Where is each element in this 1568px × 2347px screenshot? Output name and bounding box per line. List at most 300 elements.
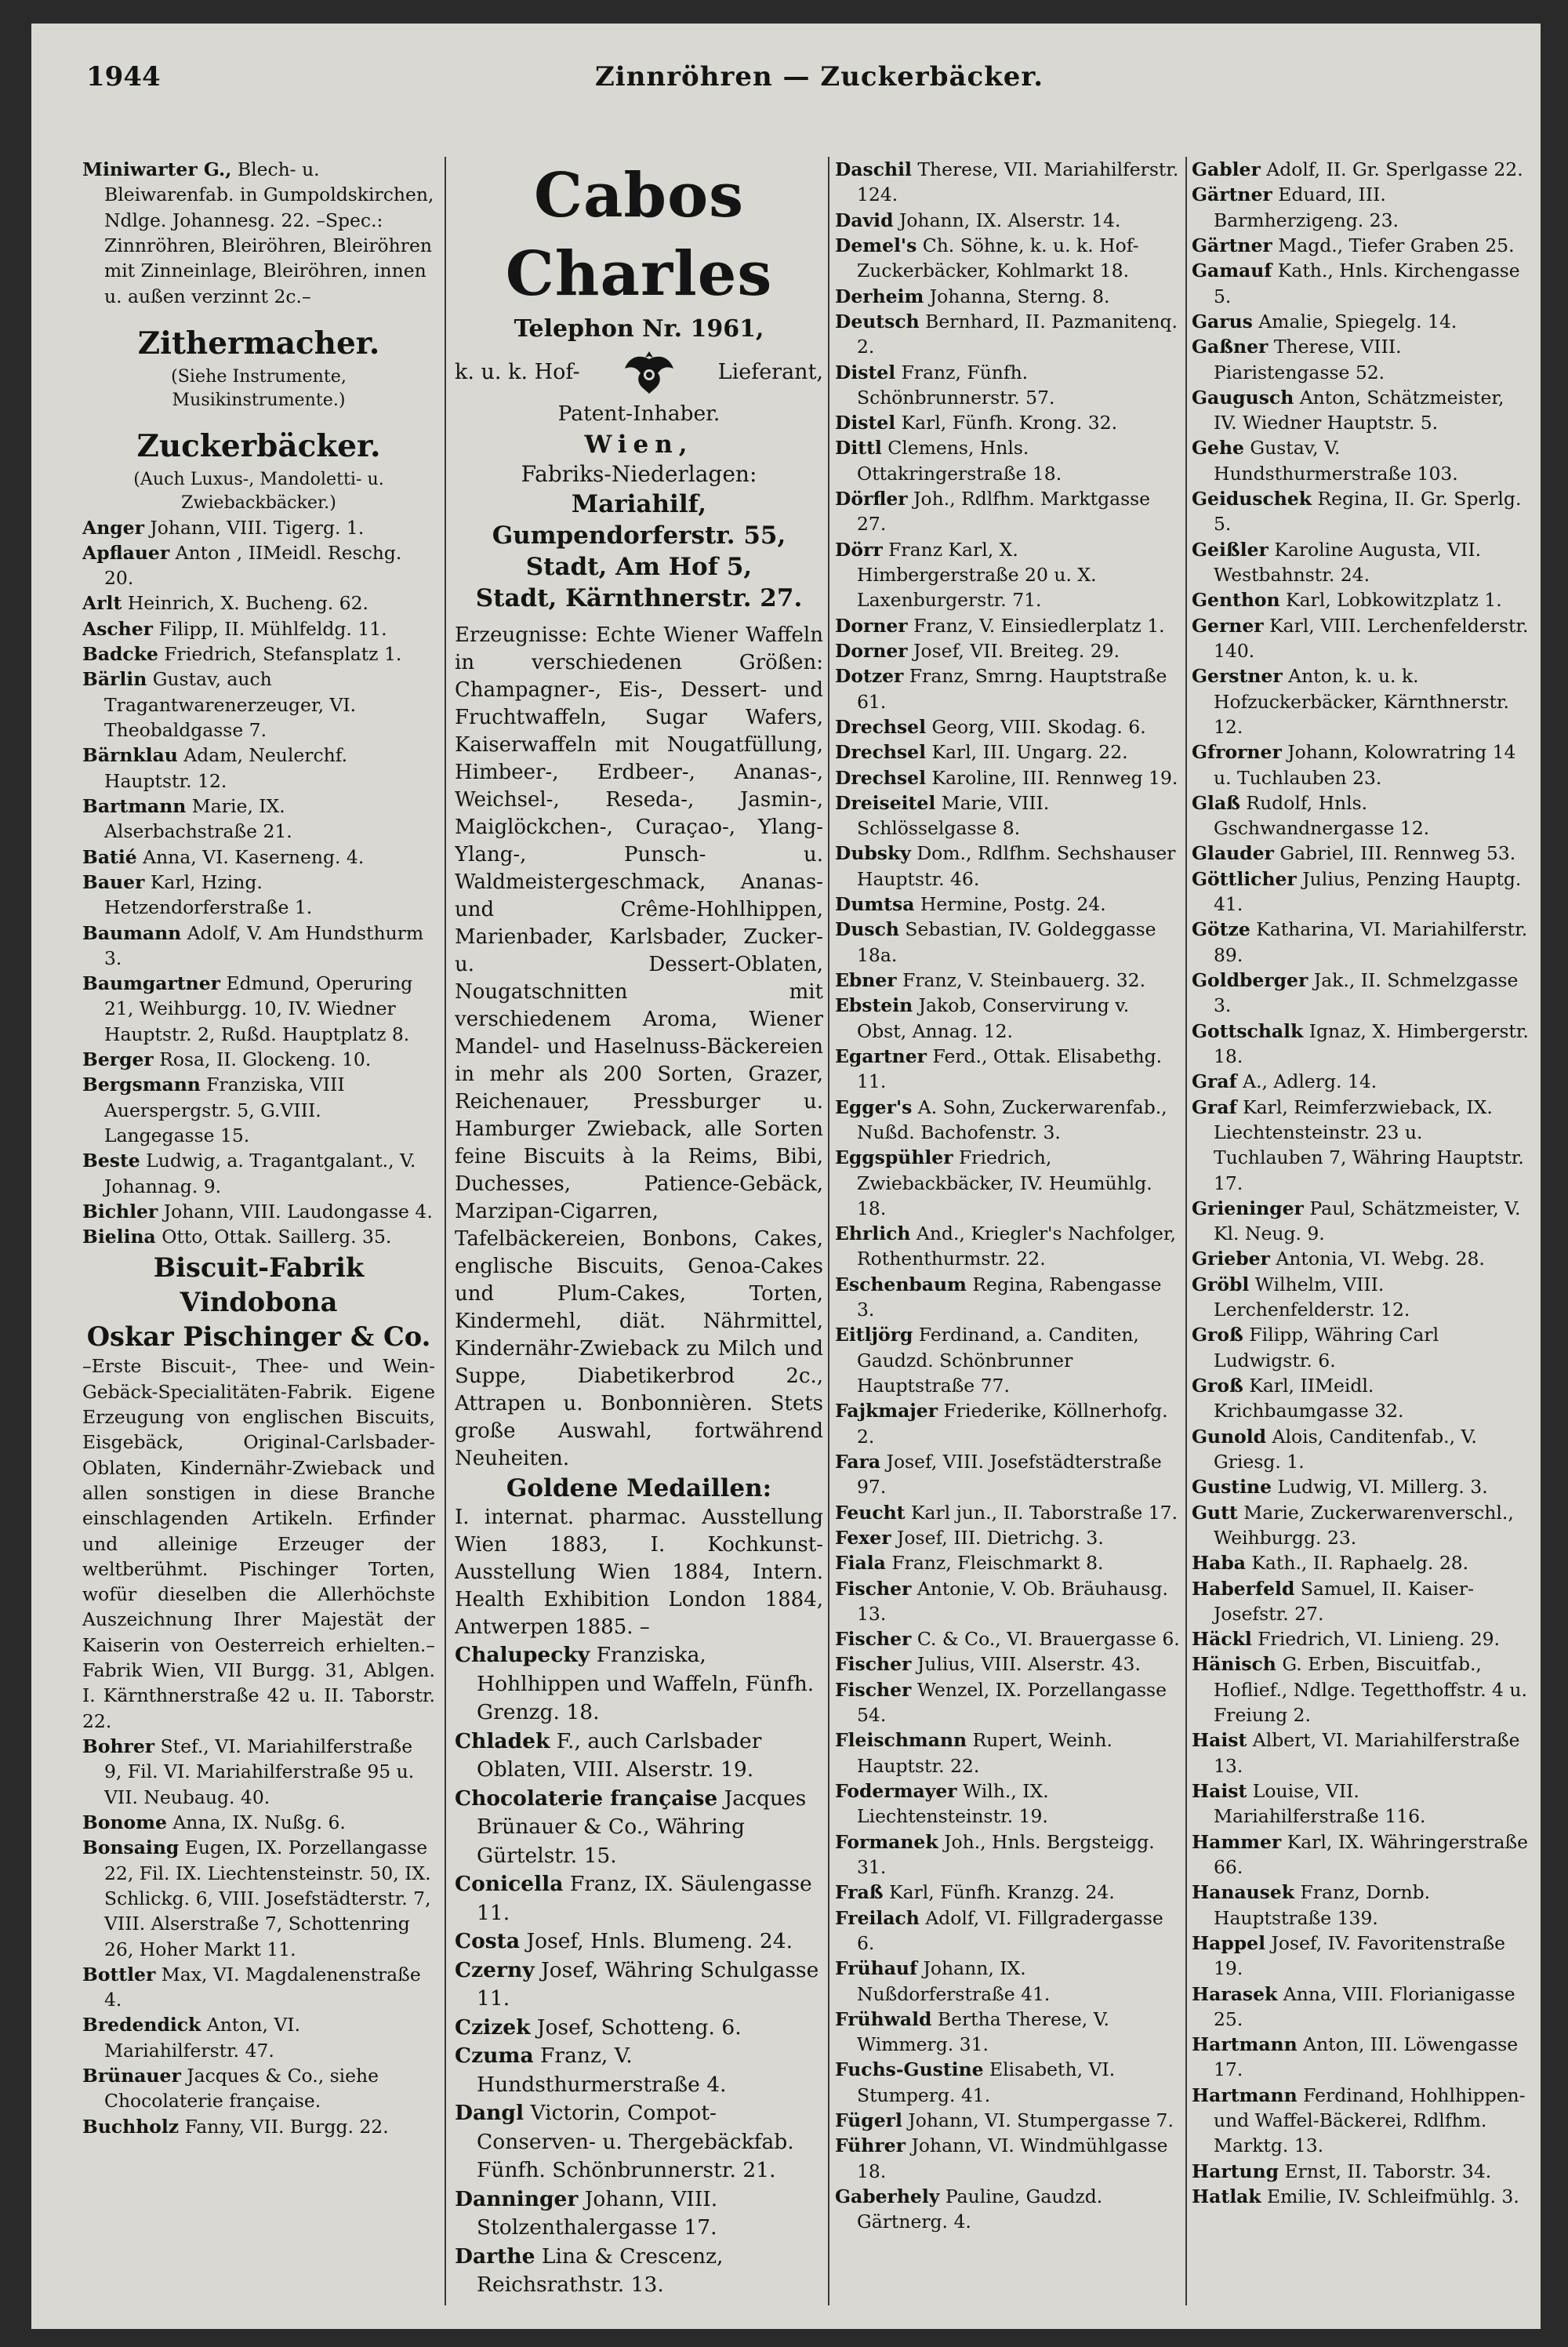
entry-text: Fanny, VII. Burgg. 22. — [179, 2115, 389, 2138]
entry-text: Therese, VIII. Piaristengasse 52. — [1214, 336, 1402, 383]
directory-entry — [1192, 1550, 1529, 1575]
directory-entry — [82, 1072, 435, 1148]
entry-name: Glaß — [1192, 791, 1240, 814]
directory-entry — [1192, 1196, 1529, 1247]
entry-text: Elisabeth, VI. Stumperg. 41. — [857, 2058, 1116, 2106]
entry-name: Goldberger — [1192, 969, 1308, 991]
entry-name: Haba — [1192, 1552, 1246, 1575]
entry-name: Baumann — [82, 921, 182, 944]
entry-text: Franz, Fünfh. Schönbrunnerstr. 57. — [857, 361, 1055, 409]
entry-name: Gärtner — [1192, 234, 1272, 256]
entry-name: Haberfeld — [1192, 1577, 1295, 1600]
directory-entry — [835, 2133, 1180, 2184]
entry-text: Jakob, Conservirung v. Obst, Annag. 12. — [857, 994, 1130, 1042]
directory-entry — [1192, 739, 1529, 790]
directory-entry — [455, 2099, 823, 2185]
column-rule — [828, 157, 829, 2305]
entry-name: Gottschalk — [1192, 1019, 1304, 1042]
directory-entry — [835, 2108, 1180, 2133]
entry-list — [455, 1641, 823, 2300]
directory-entry — [455, 1641, 823, 1728]
entry-name: Hartmann — [1192, 2084, 1298, 2106]
entry-text: Karoline Augusta, VII. Westbahnstr. 24. — [1214, 538, 1482, 586]
directory-entry — [1192, 1424, 1529, 1475]
ad-medals: I. internat. pharmac. Ausstellung Wien 1883, I. Kochkunst-Ausstellung Wien 1884, Intern. Health Exhibition London 1884, Antwerpen 1885. – — [455, 1506, 823, 1639]
entry-name: Fügerl — [835, 2109, 902, 2132]
entry-name: Bottler — [82, 1963, 156, 1986]
directory-page — [31, 24, 1541, 2329]
entry-text: Kath., Hnls. Kirchengasse 5. — [1214, 260, 1520, 307]
entry-text: Otto, Ottak. Saillerg. 35. — [155, 1226, 392, 1248]
entry-text: Franz, V. Einsiedlerplatz 1. — [907, 614, 1165, 637]
entry-name: Costa — [455, 1929, 521, 1953]
directory-entry — [455, 2042, 823, 2099]
entry-name: Dusch — [835, 918, 899, 941]
entry-text: Samuel, II. Kaiser-Josefstr. 27. — [1214, 1577, 1474, 1625]
entry-name: Czuma — [455, 2044, 534, 2068]
entry-text: Friederike, Köllnerhofg. 2. — [857, 1400, 1168, 1448]
directory-entry — [1192, 1651, 1529, 1728]
entry-name: Gärtner — [1192, 183, 1272, 206]
directory-entry — [82, 2012, 435, 2063]
entry-text: Julius, Penzing Hauptg. 41. — [1214, 867, 1522, 916]
directory-entry — [1192, 1272, 1529, 1323]
directory-entry — [82, 794, 435, 845]
directory-entry — [1192, 258, 1529, 309]
directory-entry — [1192, 1982, 1529, 2033]
section-title-zithermacher: Zithermacher. — [137, 325, 380, 361]
entry-text: Karl, IIMeidl. Krichbaumgasse 32. — [1214, 1375, 1404, 1422]
entry-name: Buchholz — [82, 2115, 180, 2138]
entry-name: Gabler — [1192, 158, 1261, 180]
directory-entry — [1192, 486, 1529, 537]
directory-entry — [835, 309, 1180, 360]
entry-name: Egger's — [835, 1095, 913, 1118]
entry-name: Eggspühler — [835, 1146, 953, 1169]
entry-text: Franz, V. Steinbauerg. 32. — [896, 969, 1146, 991]
entry-text: Bernhard, II. Pazmanitenq. 2. — [857, 310, 1178, 358]
entry-name: Grieninger — [1192, 1197, 1304, 1219]
lead-entry — [82, 157, 435, 309]
entry-name: Dorner — [835, 639, 908, 662]
directory-entry — [835, 2057, 1180, 2108]
entry-text: Regina, Rabengasse 3. — [857, 1273, 1162, 1321]
entry-name: Gustine — [1192, 1476, 1272, 1499]
entry-text: Karl, Hzing. Hetzendorferstraße 1. — [104, 870, 313, 919]
entry-name: Gerstner — [1192, 665, 1283, 688]
entry-name: Distel — [835, 412, 896, 434]
entry-name: Anger — [82, 516, 144, 539]
entry-text: Franz, V. Hundsthurmerstraße 4. — [477, 2044, 727, 2097]
entry-text: Josef, Währing Schulgasse 11. — [477, 1957, 819, 2011]
directory-entry — [835, 284, 1180, 309]
entry-text: And., Kriegler's Nachfolger, Rothenthurmstr. 22. — [857, 1223, 1176, 1270]
directory-entry — [835, 410, 1180, 435]
ad-depot: Stadt, Am Hof 5, — [525, 553, 753, 581]
entry-text: Anna, VI. Kaserneng. 4. — [136, 845, 365, 868]
directory-entry — [82, 1224, 435, 1249]
entry-name: Formanek — [835, 1830, 938, 1853]
directory-entry — [835, 157, 1180, 208]
directory-entry — [835, 1449, 1180, 1500]
entry-text: Ernst, II. Taborstr. 34. — [1279, 2160, 1492, 2182]
entry-text: C. & Co., VI. Brauergasse 6. — [911, 1628, 1180, 1651]
entry-text: Stef., VI. Mariahilferstraße 9, Fil. VI. Mariahilferstraße 95 u. VII. Neubaug. 40. — [104, 1735, 415, 1808]
entry-text: Eduard, III. Barmherzigeng. 23. — [1214, 183, 1399, 231]
directory-entry — [1192, 663, 1529, 739]
entry-text: Wilh., IX. Liechtensteinstr. 19. — [857, 1780, 1049, 1828]
entry-text: Franz, IX. Säulengasse 11. — [477, 1872, 812, 1925]
directory-entry — [82, 1199, 435, 1224]
entry-name: Fuchs-Gustine — [835, 2058, 984, 2081]
entry-text: Franziska, VIII Auerspergstr. 5, G.VIII. Langegasse 15. — [104, 1074, 345, 1146]
directory-entry — [835, 2184, 1180, 2235]
entry-name: Frühwald — [835, 2007, 932, 2030]
entry-text: Johann, VIII. Laudongasse 4. — [158, 1200, 433, 1223]
directory-entry — [835, 1095, 1180, 1146]
entry-name: Ehrlich — [835, 1223, 911, 1245]
entry-name: Daschil — [835, 158, 912, 180]
directory-entry — [82, 540, 435, 591]
ad-supplier-right: Lieferant, — [717, 360, 823, 384]
entry-text: Eugen, IX. Porzellangasse 22, Fil. IX. Liechtensteinstr. 50, IX. Schlickg. 6, VIII. Josefstädterstr. 7, VIII. Alserstraße 7, Schottenring 26, Hoher Markt 11. — [104, 1837, 431, 1960]
directory-entry — [1192, 1576, 1529, 1627]
directory-entry — [1192, 790, 1529, 841]
entry-text: Filipp, II. Mühlfeldg. 11. — [153, 617, 387, 640]
entry-name: Gutt — [1192, 1501, 1238, 1524]
entry-name: Drechsel — [835, 766, 926, 789]
entry-text: Anton, Schätzmeister, IV. Wiedner Hauptstr. 5. — [1214, 386, 1504, 434]
directory-entry — [1192, 968, 1529, 1019]
entry-name: Grieber — [1192, 1248, 1270, 1270]
entry-text: Johann, VIII. Stolzenthalergasse 17. — [477, 2186, 718, 2240]
entry-name: Arlt — [82, 592, 122, 615]
directory-entry — [835, 739, 1180, 765]
entry-name: Graf — [1192, 1095, 1237, 1118]
entry-name: Glauder — [1192, 842, 1274, 865]
entry-name: Berger — [82, 1048, 154, 1071]
entry-name: Götze — [1192, 918, 1250, 941]
entry-text: Clemens, Hnls. Ottakringerstraße 18. — [857, 437, 1062, 485]
ad-city: Wien, — [584, 430, 694, 459]
entry-name: Gröbl — [1192, 1273, 1250, 1295]
directory-entry — [82, 515, 435, 540]
entry-name: Apflauer — [82, 541, 170, 564]
entry-name: Hanausek — [1192, 1881, 1295, 1904]
entry-name: Deutsch — [835, 310, 920, 332]
entry-text: Friedrich, Zwiebackbäcker, IV. Heumühlg. 18. — [857, 1146, 1152, 1219]
entry-name: Geiduschek — [1192, 488, 1312, 510]
directory-entry — [1192, 1373, 1529, 1424]
entry-name: Czerny — [455, 1957, 535, 1982]
directory-entry — [835, 435, 1180, 486]
entry-name: Gaßner — [1192, 336, 1269, 358]
entry-text: Karl, IX. Währingerstraße 66. — [1214, 1830, 1528, 1878]
entry-text: Karl, Lobkowitzplatz 1. — [1279, 589, 1502, 612]
directory-entry — [1192, 1500, 1529, 1551]
directory-entry — [835, 1956, 1180, 2007]
entry-text: Regina, II. Gr. Sperlg. 5. — [1214, 488, 1522, 536]
entry-name: Batié — [82, 845, 137, 868]
entry-text: Alois, Canditenfab., V. Griesg. 1. — [1214, 1425, 1477, 1473]
entry-name: Fexer — [835, 1526, 891, 1549]
entry-text: Karoline, III. Rennweg 19. — [925, 766, 1178, 789]
entry-text: Ferdinand, a. Canditen, Gaudzd. Schönbrunner Hauptstraße 77. — [857, 1324, 1139, 1397]
column-1 — [82, 157, 435, 2321]
entry-list — [1192, 157, 1529, 2209]
entry-text: Kath., II. Raphaelg. 28. — [1245, 1552, 1469, 1575]
directory-entry — [82, 590, 435, 616]
directory-entry — [835, 1272, 1180, 1323]
entry-name: Hänisch — [1192, 1653, 1276, 1676]
entry-text: Paul, Schätzmeister, V. Kl. Neug. 9. — [1214, 1197, 1521, 1245]
entry-text: Friedrich, VI. Linieng. 29. — [1251, 1628, 1500, 1651]
entry-name: Brünauer — [82, 2065, 181, 2087]
entry-name: Gaberhely — [835, 2185, 940, 2207]
entry-text: Anton, k. u. k. Hofzuckerbäcker, Kärnthnerstr. 12. — [1214, 665, 1510, 738]
entry-name: Gfrorner — [1192, 741, 1282, 764]
directory-entry — [82, 667, 435, 743]
entry-name: Freilach — [835, 1906, 920, 1929]
entry-text: Karl, Fünfh. Krong. 32. — [895, 412, 1118, 434]
directory-entry — [835, 1322, 1180, 1398]
entry-text: Ferd., Ottak. Elisabethg. 11. — [857, 1045, 1163, 1093]
entry-text: Marie, Zuckerwarenverschl., Weihburgg. 23. — [1214, 1501, 1514, 1549]
entry-name: Gamauf — [1192, 260, 1272, 282]
entry-text: Adolf, II. Gr. Sperlgasse 22. — [1260, 158, 1523, 180]
column-2 — [455, 157, 823, 2321]
entry-text: Ch. Söhne, k. u. k. Hof-Zuckerbäcker, Kohlmarkt 18. — [857, 234, 1139, 282]
biscuit-ad-text: –Erste Biscuit-, Thee- und Wein-Gebäck-Specialitäten-Fabrik. Eigene Erzeugung von englischen Biscuits, Eisgebäck, Original-Carlsbader-Oblaten, Kindernähr-Zwieback und allen sonstigen in diese Branche einschlagenden Artikeln. Erfinder und alleinige Erzeuger der weltberühmt. Pischinger Torten, wofür dieselben die Allerhöchste Auszeichnung Ihrer Majestät der Kaiserin von Oesterreich erhielten.– Fabrik Wien, VII Burgg. 31, Ablgen. I. Kärnthnerstraße 42 u. II. Taborstr. 22. — [82, 1355, 435, 1732]
entry-text: Ferdinand, Hohlhippen- und Waffel-Bäckerei, Rdlfhm. Marktg. 13. — [1214, 2084, 1526, 2157]
directory-entry — [835, 1145, 1180, 1221]
entry-text: Anton , IIMeidl. Reschg. 20. — [104, 541, 402, 590]
entry-text: Johann, VIII. Tigerg. 1. — [143, 516, 365, 539]
entry-text: Johann, VI. Stumpergasse 7. — [902, 2109, 1174, 2132]
entry-name: Dotzer — [835, 665, 904, 688]
entry-name: Geißler — [1192, 538, 1269, 561]
entry-text: Heinrich, X. Bucheng. 62. — [122, 592, 368, 615]
directory-entry — [835, 638, 1180, 663]
entry-name: Ascher — [82, 617, 154, 640]
directory-entry — [1192, 1095, 1529, 1196]
directory-entry — [835, 1829, 1180, 1880]
column-3 — [835, 157, 1180, 2321]
directory-entry — [835, 537, 1180, 613]
entry-name: Hartmann — [1192, 2033, 1298, 2056]
directory-entry — [1192, 2032, 1529, 2083]
section-note: (Siehe Instrumente, Musikinstrumente.) — [171, 366, 347, 411]
entry-text: Franz, Fleischmarkt 8. — [885, 1552, 1104, 1575]
entry-name: Harasek — [1192, 1982, 1278, 2005]
entry-name: Fajkmajer — [835, 1400, 938, 1422]
entry-name: Dittl — [835, 437, 882, 460]
entry-name: Chalupecky — [455, 1643, 590, 1667]
entry-text: Emilie, IV. Schleifmühlg. 3. — [1261, 2185, 1519, 2207]
entry-text: Wenzel, IX. Porzellangasse 54. — [857, 1678, 1167, 1727]
entry-name: Gehe — [1192, 437, 1244, 460]
entry-name: Beste — [82, 1150, 140, 1172]
entry-text: Hermine, Postg. 24. — [914, 893, 1106, 916]
entry-text: Joh., Rdlfhm. Marktgasse 27. — [857, 488, 1151, 536]
entry-text: Filipp, Währing Carl Ludwigstr. 6. — [1214, 1324, 1439, 1372]
entry-text: Johann, VI. Windmühlgasse 18. — [857, 2134, 1168, 2182]
entry-name: Distel — [835, 361, 896, 383]
directory-entry — [835, 841, 1180, 892]
entry-text: Josef, VII. Breiteg. 29. — [907, 639, 1120, 662]
directory-entry — [835, 1626, 1180, 1651]
column-rule — [1185, 157, 1187, 2305]
directory-entry — [835, 2007, 1180, 2058]
directory-entry — [455, 2014, 823, 2043]
entry-name: Bredendick — [82, 2014, 201, 2036]
entry-name: Hammer — [1192, 1830, 1282, 1853]
entry-name: Danninger — [455, 2186, 579, 2211]
entry-name: Eschenbaum — [835, 1273, 967, 1295]
directory-entry — [1192, 2159, 1529, 2184]
entry-text: Magd., Tiefer Graben 25. — [1272, 234, 1515, 256]
entry-name: Groß — [1192, 1375, 1243, 1397]
entry-name: Bauer — [82, 870, 145, 893]
entry-text: Sebastian, IV. Goldeggasse 18a. — [857, 918, 1156, 966]
directory-entry — [455, 2185, 823, 2243]
directory-entry — [455, 1956, 823, 2014]
entry-text: Jacques & Co., siehe Chocolaterie française. — [104, 2065, 379, 2113]
directory-entry — [1192, 1728, 1529, 1778]
entry-name: Bichler — [82, 1200, 158, 1223]
entry-name: Drechsel — [835, 741, 926, 764]
section-title-zuckerbaecker: Zuckerbäcker. — [136, 428, 381, 465]
entry-name: Fischer — [835, 1628, 912, 1651]
entry-text: Josef, Schotteng. 6. — [530, 2015, 742, 2040]
entry-text: Ignaz, X. Himbergerstr. 18. — [1214, 1019, 1529, 1067]
entry-text: Josef, IV. Favoritenstraße 19. — [1214, 1931, 1505, 1980]
ad-supplier-left: k. u. k. Hof- — [455, 360, 580, 384]
entry-text: Rosa, II. Glockeng. 10. — [153, 1048, 372, 1071]
directory-entry — [82, 1962, 435, 2013]
entry-text: Franz, Dornb. Hauptstraße 139. — [1214, 1881, 1431, 1929]
directory-entry — [835, 892, 1180, 917]
entry-name: Hartung — [1192, 2160, 1279, 2182]
entry-list — [82, 1734, 435, 2139]
directory-entry — [455, 1785, 823, 1871]
section-note: (Auch Luxus-, Mandoletti- u. Zwiebackbäcker.) — [133, 469, 384, 514]
entry-text: Georg, VIII. Skodag. 6. — [925, 715, 1146, 738]
column-rule — [445, 157, 446, 2305]
entry-name: Happel — [1192, 1931, 1265, 1954]
entry-name: Fraß — [835, 1881, 884, 1904]
directory-entry — [835, 1677, 1180, 1728]
entry-name: Gerner — [1192, 614, 1264, 637]
directory-entry — [835, 1576, 1180, 1627]
page-number: 1944 — [86, 61, 161, 93]
ad-depot: Mariahilf, — [571, 490, 707, 518]
directory-entry — [835, 1728, 1180, 1778]
ad-supplier-line — [455, 345, 823, 400]
entry-text: Johanna, Sterng. 8. — [924, 285, 1110, 307]
directory-entry — [835, 1398, 1180, 1449]
entry-text: Anna, VIII. Florianigasse 25. — [1214, 1982, 1515, 2030]
entry-name: Fischer — [835, 1577, 912, 1600]
directory-entry — [1192, 2184, 1529, 2209]
directory-entry — [1192, 1069, 1529, 1094]
entry-name: Demel's — [835, 234, 917, 256]
entry-text: Pauline, Gaudzd. Gärtnerg. 4. — [857, 2185, 1103, 2233]
directory-entry — [835, 1500, 1180, 1525]
page-header — [86, 61, 1541, 116]
entry-name: Chocolaterie française — [455, 1786, 718, 1811]
entry-name: Dangl — [455, 2101, 524, 2125]
entry-text: Anton, III. Löwengasse 17. — [1214, 2033, 1519, 2081]
directory-entry — [835, 1880, 1180, 1905]
directory-entry — [835, 1044, 1180, 1095]
entry-text: Josef, VIII. Josefstädterstraße 97. — [857, 1450, 1162, 1499]
entry-name: Hatlak — [1192, 2185, 1261, 2207]
entry-text: A., Adlerg. 14. — [1236, 1070, 1377, 1093]
directory-entry — [1192, 1246, 1529, 1271]
ad-telephone: Telephon Nr. 1961, — [514, 315, 764, 343]
entry-name: Gaugusch — [1192, 386, 1294, 409]
entry-name: Ebner — [835, 969, 897, 991]
entry-text: Franz Karl, X. Himbergerstraße 20 u. X. Laxenburgerstr. 71. — [857, 538, 1097, 612]
directory-entry — [835, 968, 1180, 993]
entry-text: Anna, IX. Nußg. 6. — [166, 1811, 346, 1833]
directory-entry — [82, 921, 435, 972]
entry-text: Karl, III. Ungarg. 22. — [925, 741, 1128, 764]
directory-entry — [1192, 1626, 1529, 1651]
double-eagle-icon — [622, 345, 677, 400]
entry-name: Bonome — [82, 1811, 167, 1833]
directory-entry — [1192, 537, 1529, 588]
entry-text: Dom., Rdlfhm. Sechshauser Hauptstr. 46. — [857, 842, 1176, 890]
entry-text: Adam, Neulerchf. Hauptstr. 12. — [104, 744, 348, 792]
directory-entry — [455, 1927, 823, 1956]
entry-name: David — [835, 209, 894, 231]
directory-entry — [1192, 2083, 1529, 2159]
entry-text: Ludwig, a. Tragantgalant., V. Johannag. 9. — [104, 1150, 416, 1197]
entry-text: Anton, VI. Mariahilferstr. 47. — [104, 2014, 301, 2062]
entry-text: Edmund, Operuring 21, Weihburgg. 10, IV. Wiedner Hauptstr. 2, Rußd. Hauptplatz 8. — [104, 972, 413, 1045]
directory-entry — [835, 790, 1180, 841]
entry-text: Jak., II. Schmelzgasse 3. — [1214, 969, 1519, 1017]
running-title: Zinnröhren — Zuckerbäcker. — [594, 61, 1044, 93]
directory-entry — [455, 2243, 823, 2300]
directory-entry — [82, 2063, 435, 2114]
directory-entry — [1192, 867, 1529, 917]
directory-entry — [1192, 841, 1529, 866]
directory-entry — [82, 845, 435, 870]
directory-entry — [455, 1728, 823, 1785]
entry-text: Julius, VIII. Alserstr. 43. — [911, 1653, 1141, 1676]
entry-text: Rupert, Weinh. Hauptstr. 22. — [857, 1729, 1112, 1777]
directory-entry — [1192, 157, 1529, 182]
directory-entry — [82, 743, 435, 794]
directory-entry — [835, 1525, 1180, 1550]
directory-entry — [1192, 1019, 1529, 1070]
ad-depot: Stadt, Kärnthnerstr. 27. — [475, 584, 803, 612]
entry-name: Bärnklau — [82, 744, 178, 767]
entry-name: Darthe — [455, 2243, 535, 2269]
entry-name: Fischer — [835, 1653, 912, 1676]
entry-name: Badcke — [82, 643, 158, 666]
biscuit-ad-title: Biscuit-Fabrik Vindobona — [153, 1251, 365, 1317]
directory-entry — [835, 1550, 1180, 1575]
directory-entry — [835, 1221, 1180, 1272]
directory-entry — [82, 616, 435, 641]
entry-name: Bergsmann — [82, 1074, 201, 1096]
entry-name: Czizek — [455, 2015, 531, 2040]
directory-entry — [835, 765, 1180, 790]
